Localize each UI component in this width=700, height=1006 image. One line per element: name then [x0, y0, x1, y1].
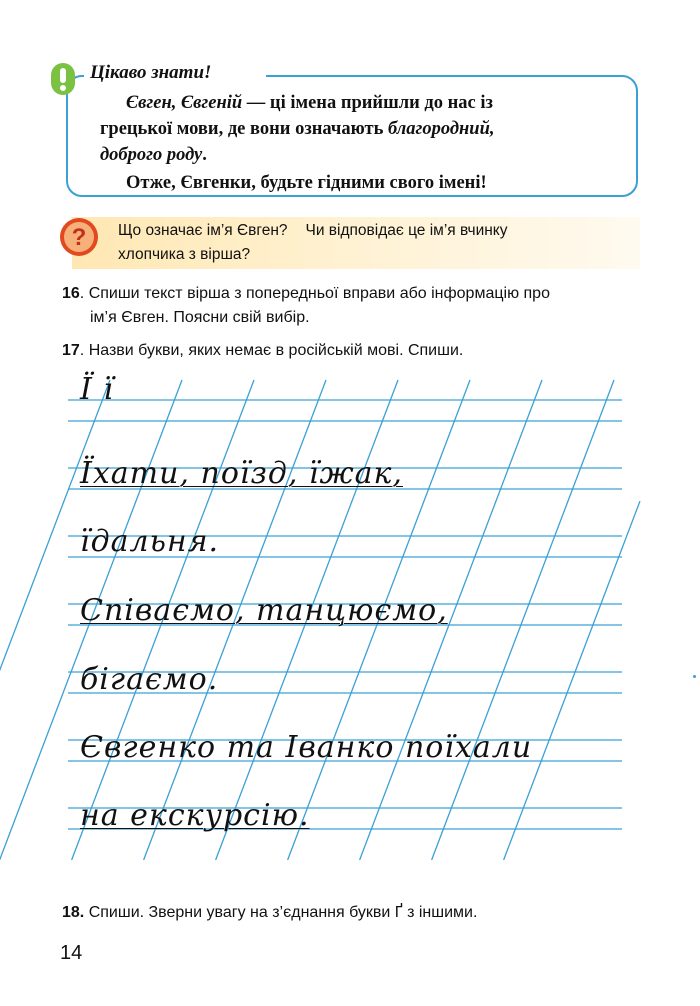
task-text: Спиши. Зверни увагу на з’єднання букви Ґ з іншими.: [84, 904, 478, 921]
question-part3: хлопчика з вірша?: [118, 246, 251, 263]
svg-text:?: ?: [71, 224, 87, 251]
info-line2-start: грецької мови, де вони означають: [100, 119, 388, 139]
task-number: 18.: [62, 904, 85, 921]
question-part2: Чи відповідає це ім’я вчинку: [305, 222, 508, 239]
page-number: 14: [60, 942, 83, 964]
task-number: 17: [62, 342, 80, 359]
task-number: 16: [62, 285, 80, 302]
task-text: . Назви букви, яких немає в російській мові. Спиши.: [79, 342, 464, 359]
handwriting-line: Співаємо, танцюємо,: [80, 593, 448, 628]
info-text: [100, 90, 640, 196]
decorative-dot: [693, 675, 696, 678]
info-line3-end: .: [202, 145, 207, 165]
question-icon: [58, 216, 100, 258]
info-line1-rest: — ці імена прийшли до нас із: [242, 93, 493, 113]
handwriting-line: їдальня.: [80, 524, 220, 559]
handwriting-line: бігаємо.: [80, 662, 219, 697]
task-16: [62, 282, 642, 330]
task-18: [62, 901, 642, 925]
question-part1: Що означає ім’я Євген?: [118, 222, 288, 239]
info-line2-italic: благородний,: [388, 119, 495, 139]
slant-line: [432, 380, 614, 860]
handwriting-line: Ї ї: [80, 372, 114, 407]
task-text: . Спиши текст вірша з попередньої вправи або інформацію про: [79, 285, 550, 302]
info-names: Євген, Євгеній: [126, 93, 243, 113]
question-text: [118, 219, 640, 267]
slant-line: [504, 501, 640, 860]
handwriting-line: Їхати, поїзд, їжак,: [80, 456, 403, 491]
info-line4: Отже, Євгенки, будьте гідними свого імені!: [126, 173, 487, 193]
info-line3-italic: доброго роду: [100, 145, 203, 165]
handwriting-line: на екскурсію.: [80, 798, 310, 833]
exclamation-icon: [49, 62, 77, 96]
info-title: Цікаво знати!: [90, 62, 212, 83]
task-text-continued: ім’я Євген. Поясни свій вибір.: [90, 309, 310, 326]
handwriting-line: Євгенко та Іванко поїхали: [80, 730, 533, 765]
